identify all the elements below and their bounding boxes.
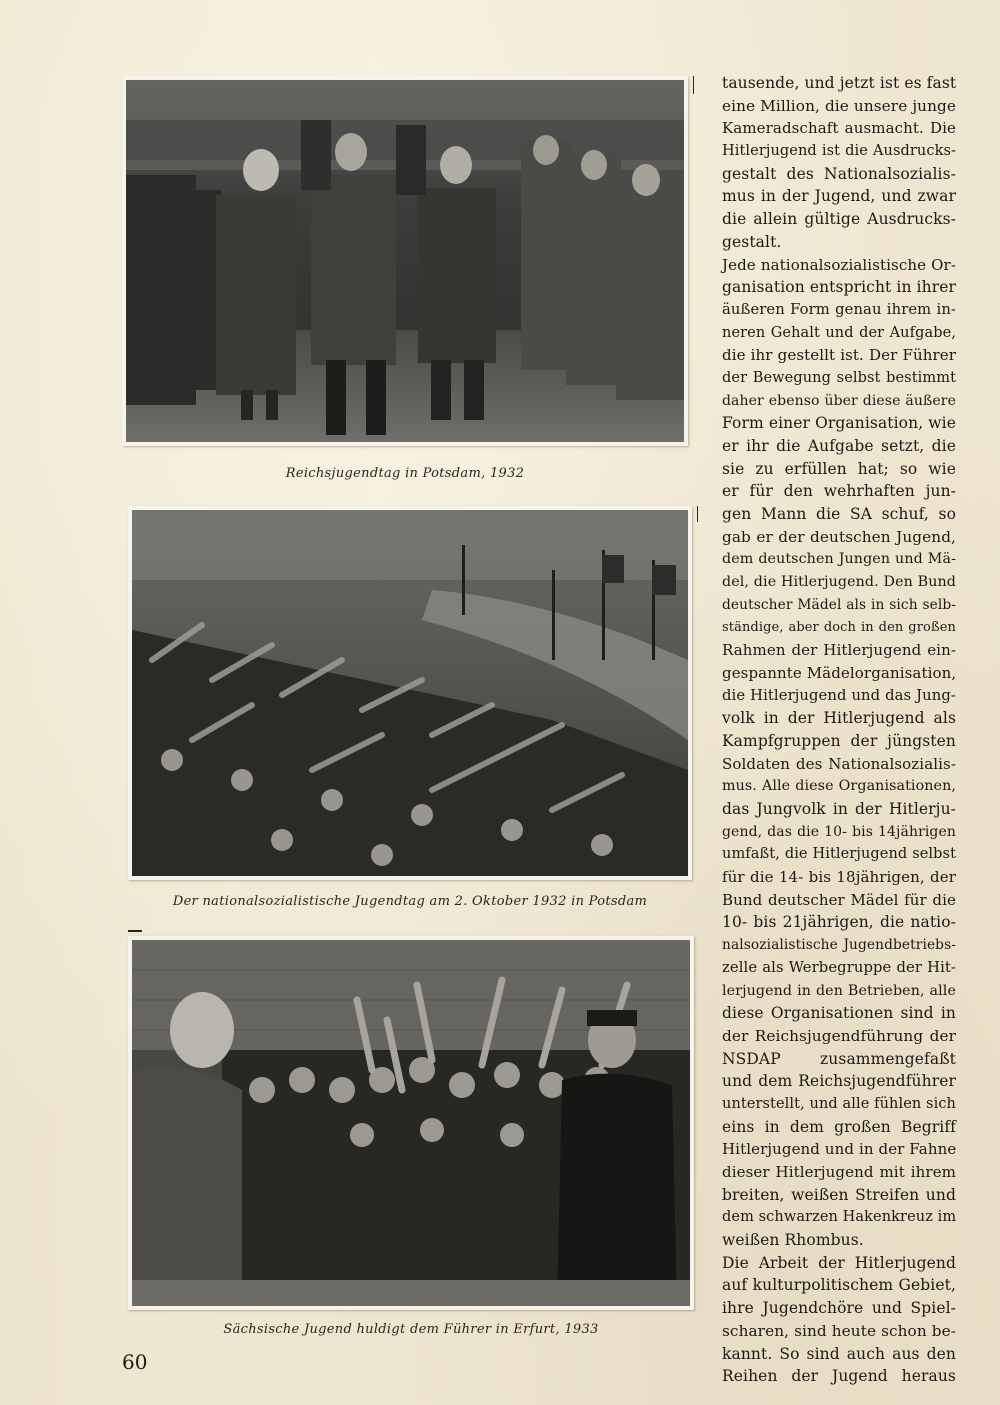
body-text-line: ganisation entspricht in ihrer <box>722 278 956 297</box>
body-text-line: gab er der deutschen Jugend, <box>722 527 956 546</box>
body-text-line: unterstellt, und alle fühlen sich <box>722 1095 956 1112</box>
body-text-line: und dem Reichsjugendführer <box>722 1072 956 1091</box>
body-text-line: nalsozialistische Jugendbetriebs- <box>722 937 956 954</box>
body-text-line: umfaßt, die Hitlerjugend selbst <box>722 846 956 863</box>
body-text-line: daher ebenso über diese äußere <box>722 392 956 409</box>
body-text-line: eine Million, die unsere junge <box>722 96 956 115</box>
body-text-line: der Bewegung selbst bestimmt <box>722 369 956 386</box>
body-text-line: dieser Hitlerjugend mit ihrem <box>722 1163 956 1181</box>
photo-2-corner-mark <box>697 506 698 522</box>
body-text-line: der Reichsjugendführung der <box>722 1026 956 1045</box>
body-text-line: diese Organisationen sind in <box>722 1004 956 1023</box>
body-text-line: für die 14- bis 18jährigen, der <box>722 868 956 887</box>
body-text-line: del, die Hitlerjugend. Den Bund <box>722 574 956 591</box>
photograph-1 <box>126 80 684 442</box>
body-text-line: Die Arbeit der Hitlerjugend <box>722 1253 956 1272</box>
body-text-line: deutscher Mädel als in sich selb- <box>722 596 956 613</box>
body-text-line: gestalt. <box>722 232 782 251</box>
body-text-line: neren Gehalt und der Aufgabe, <box>722 324 956 341</box>
body-text-line: Reihen der Jugend heraus <box>722 1367 956 1386</box>
body-text-line: NSDAP zusammengefaßt <box>722 1049 956 1068</box>
page-number: 60 <box>122 1350 148 1374</box>
body-text-line: gestalt des Nationalsozialis- <box>722 164 956 183</box>
body-text-line: die ihr gestellt ist. Der Führer <box>722 346 956 365</box>
body-text-line: Jede nationalsozialistische Or- <box>722 255 956 274</box>
caption-photo-2: Der nationalsozialistische Jugendtag am 2. Oktober 1932 in Potsdam <box>172 894 648 909</box>
body-text-line: breiten, weißen Streifen und <box>722 1185 956 1204</box>
body-text-line: dem schwarzen Hakenkreuz im <box>722 1209 957 1226</box>
body-text-line: Bund deutscher Mädel für die <box>722 890 956 909</box>
body-text-line: lerjugend in den Betrieben, alle <box>722 982 956 999</box>
body-text-line: Kameradschaft ausmacht. Die <box>722 119 956 138</box>
body-text-line: gen Mann die SA schuf, so <box>722 505 956 524</box>
photo-3-corner-mark <box>128 930 142 932</box>
body-text-line: Hitlerjugend ist die Ausdrucks- <box>722 143 956 160</box>
body-text-line: Rahmen der Hitlerjugend ein- <box>722 641 956 660</box>
body-text-line: er für den wehrhaften jun- <box>722 482 956 501</box>
body-text-line: die Hitlerjugend und das Jung- <box>722 686 956 704</box>
body-text-line: scharen, sind heute schon be- <box>722 1321 956 1340</box>
body-text-line: 10- bis 21jährigen, die natio- <box>722 913 956 932</box>
body-text-line: dem deutschen Jungen und Mä- <box>722 551 956 568</box>
body-text-line: volk in der Hitlerjugend als <box>722 709 956 728</box>
body-text-line: ihre Jugendchöre und Spiel- <box>722 1299 956 1318</box>
caption-photo-3: Sächsische Jugend huldigt dem Führer in Erfurt, 1933 <box>223 1322 599 1337</box>
body-text-line: zelle als Werbegruppe der Hit- <box>722 958 956 976</box>
photograph-3 <box>132 940 690 1306</box>
body-text-line: Soldaten des Nationalsozialis- <box>722 754 956 773</box>
body-text-line: äußeren Form genau ihrem in- <box>722 300 956 318</box>
body-text-line: ständige, aber doch in den großen <box>722 619 956 635</box>
body-text-column <box>722 72 956 1388</box>
photo-card-2 <box>128 506 692 880</box>
body-text-line: tausende, und jetzt ist es fast <box>722 74 957 92</box>
photograph-2 <box>132 510 688 876</box>
body-text-line: weißen Rhombus. <box>722 1231 864 1250</box>
body-text-line: gend, das die 10- bis 14jährigen <box>722 823 956 840</box>
photo-1-corner-mark <box>693 76 694 94</box>
body-text-line: auf kulturpolitischem Gebiet, <box>722 1276 956 1295</box>
body-text-line: die allein gültige Ausdrucks- <box>722 210 956 229</box>
body-text-line: gespannte Mädelorganisation, <box>722 663 957 682</box>
body-text-line: Form einer Organisation, wie <box>722 414 956 433</box>
body-text-line: Kampfgruppen der jüngsten <box>722 731 956 750</box>
body-text-line: sie zu erfüllen hat; so wie <box>722 459 956 478</box>
photo-card-1 <box>122 76 688 446</box>
body-text-line: das Jungvolk in der Hitlerju- <box>722 800 956 818</box>
caption-photo-1: Reichsjugendtag in Potsdam, 1932 <box>285 466 525 481</box>
body-text-line: Hitlerjugend und in der Fahne <box>722 1140 957 1159</box>
body-text-line: mus in der Jugend, und zwar <box>722 187 956 206</box>
body-text-line: mus. Alle diese Organisationen, <box>722 778 956 795</box>
body-text-line: er ihr die Aufgabe setzt, die <box>722 437 956 455</box>
body-text-line: eins in dem großen Begriff <box>722 1117 956 1136</box>
photo-card-3 <box>128 936 694 1310</box>
body-text-line: kannt. So sind auch aus den <box>722 1344 956 1363</box>
